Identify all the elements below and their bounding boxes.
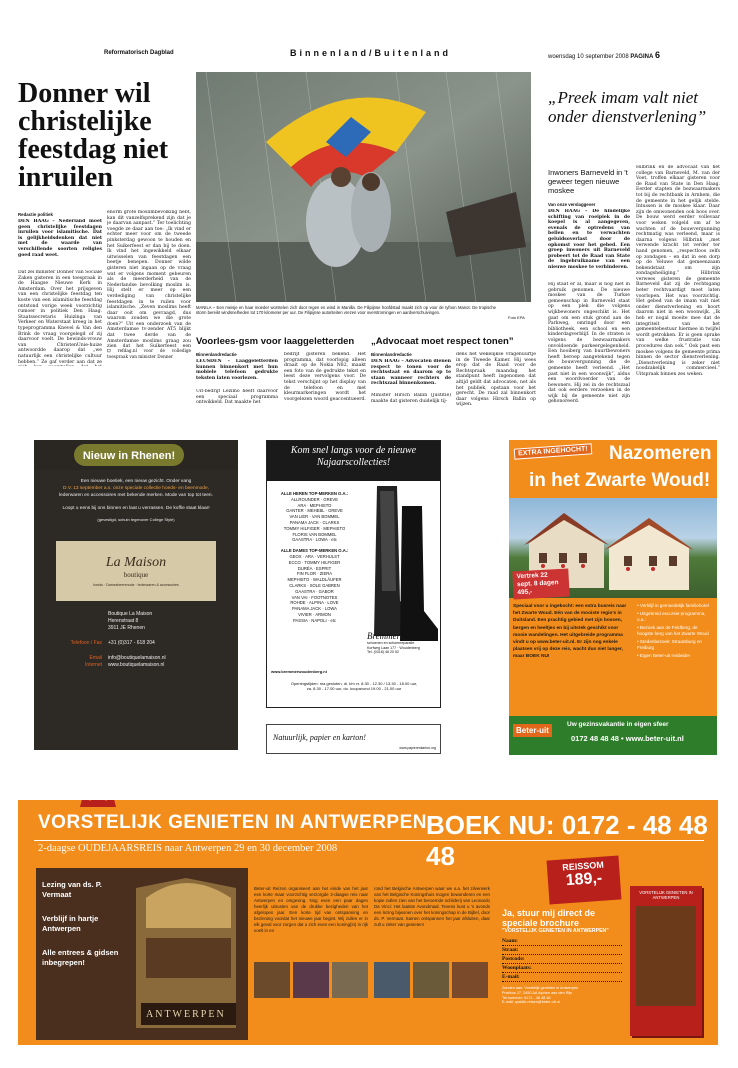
bremmer-hours1: Openingstijden: ma gesloten, di. t/m vr. 8.30 - 12.30 / 13.30 - 18.00 uur, [290,681,418,686]
bremmer-contact [367,641,437,655]
donner-webnote[interactable]: ☐ refdag.nl voor de volledige toespraak van minister Donner [107,348,191,359]
lamaison-line4: Loopt u eens bij ons binnen en laat u verrassen. De koffie staat klaar! [62,506,210,511]
donner-body1: Dat zei minister Donner van Sociale Zaken gisteren in een toespraak in de Haagse Nieuwe Kerk in Amsterdam. Over het prijsgeven van een christelijke feestdag ten koste van een islamitische feestdag ontstond vorige week voorzichtig rumoer in politiek Den Haag. Staatssecretaris Huizinga van Verkeer en Waterstaat kreeg in het typeprogramma Knevel & Van den Brink de vraag voorgelegd of zij daarvoor voelt. De bewinds-vrouw van ChristenUnie-huize antwoordde daarop dat „we natuurlijk een christelijke cultuur hebben.” Ze gaf verder aan dat ze [18,270,102,365]
lamaison-tel[interactable]: +31 (0)317 - 618 204 [108,640,155,646]
bremmer-dames-title: ALLE DAMES TOP-MERKEN O.A.: [280,548,349,554]
paper-name: Reformatorisch Dagblad [104,50,174,56]
royals-photo [374,962,410,998]
lamaison-email[interactable]: info@boutiquelamaison.nl [108,655,166,661]
date: woensdag 10 september 2008 [548,54,629,60]
dames-brand: GEOX · ARA · VERHULST [289,553,340,559]
imam-col1 [548,200,630,408]
nazomeren-text: Speciaal voor u ingekocht: een extra busreis naar het Zwarte Woud. Eén van de mooiste regio's in Duitsland. Een prachtig gebied met zijn bossen, bergen en heeltjes en bij uitstek geschikt voor mooie wandelingen. Het uitgebreide programma vindt u op www.beter-uit.nl. Er zijn nog enkele plaatsen vrij op deze reis, wacht dus niet langer, maar BOEK NU! [513,604,627,660]
antwerpen-booking[interactable]: BOEK NU: 0172 - 48 48 48 [426,810,708,871]
page-number: 6 [654,50,660,60]
dames-brand: CLARKS · SOLE GABREN [289,582,340,588]
imam-byline: Van onze verslaggever [548,202,596,207]
advocaat-col1 [371,350,451,410]
antwerpen-text1: Beter-uit Reizen organiseert aan het einde van het jaar een korte maar voorzichtig verzorgde 2-daagse reis naar Antwerpen en omgeving. Nog even een paar dagen heerlijk uitrusten van de drukke bezigheden van het afgelopen jaar. Een korte tijd van ontspanning en bezinning voordat het nieuwe jaar begint. Wij zullen er in elk geval voor zorgen dat u zich even een koning(in) in rijk voelt in en [254,886,368,933]
advocaat-body2: dens het wekelijkse vragenuurtje in de Tweede Kamer. Hij wees erop dat de Raad voor de Rechtspraak maandag het standpunt heeft ingenomen dat altijd geldt dat advocaten, net als het publiek, opstaan voor het gerecht. De raad zal binnenkort daar volgens Hirsch Ballin op wijzen. [456,352,536,408]
antwerpen-divider [34,840,704,841]
antwerpen-sign: ANTWERPEN [146,1009,226,1020]
imam-body2: Hilbrink en de advocaat van het college van Barneveld, M. van der Voet, troffen elkaar gisteren voor de Raad van State in Den Haag. Eerder stapten de bezwaarmakers tot bij de rechtbank in Arnhem, die de gemeente in het gelijk stelde. Intussen is de moskee klaar. Daar zijn de omwonenden ook boos over. De bouw werd eerder vollevaar voor weken volgeld om af te wachten of de bouwvergunning rechtmatig was verleend, maar is daarna volgens Hilbrink „met verwende kracht tot verder ter hand genomen, „respectloos zelfs op zondagen – en dat in een dorp op de Veluwe dat gemeenzaam bekendstaat om zijn zondagsheiliging.” Hilbrink verwees gisteren de gemeente Barneveld dat zij de rechtsgang beter rechtvaardigt moet laten voorlopen. Het was voorzichtig. Het gebed van de imam valt niet onder dienstverlening en hoort daarom niet in een woonwijk. „Ik heb er nogal moeite mee dat de integriteit van het gemeentebestuur hiermee in twijfel wordt getrokken. Er is geen sprake van welke frustratie van procedures dan ook.” Ook past een moskee volgens de gemeente prima binnen de sector dienstverlening. „Dienstverlening is zeker niet noodzakelijk commercieel.” Uitspraak binnen zes weken. [636,165,720,377]
nazomeren-phone: 0172 48 48 48 [571,734,619,743]
nazomeren-body [509,598,717,661]
donner-body2: enorm grote moslimbevolking hebt, kan dit vanzelfsprekend zijn dat je je daarvan aanpast.” Ter toelichting voegde ze daar aan toe: „Ik vind er echter meer voor om de tweede pinksterdag gewoon te houden en het Suikerfeest er dan bij te doen. Ik vind het ingewikkeld elkaar uitwisselen van feestdagen een beetje benepen. Donner wilde gisteren niet ingaan op de vraag wat er volgens moment gebeuren als de meerderheid van de Nederlandse bevolking moslim is. Hij stelt er meer op een verdediging van christelijke feestdagen in te ruilen voor islamitische. „Zeven moslims heeft daar ooit om gevraagd, dus waarom zouden we die grote doen?” Uit een onderzoek van de Amsterdamse tv-zender AT5 blijkt dat twee derde van de Amsterdamse moslims graag zou zien dat het Suikerfeest een [107,210,191,348]
dames-brand: ROHDE · ALPINA · LOVE [290,600,339,606]
nazomeren-feature: • Verblijf in gemoedelijk familiehotel [637,603,709,608]
gsm-col1 [196,350,278,410]
antwerpen-photo [36,868,248,1040]
bremmer-body [267,481,440,665]
antwerpen-item: Verblijf in hartje Antwerpen [42,914,99,933]
nazomeren-site: www.beter-uit.nl [625,734,684,743]
imam-col2 [636,165,720,390]
dames-brand: VIVIER · ARMON [298,611,331,617]
imam-lead: DEN HAAG – De hindelijke schifting van roeipiek in de koepel is al aangegeven, evenals de optredens van bellen en te verwachten geluidsoverlast door de opkomst voor het gebed. Een groep inwoners uit Barneveld probeert tot de Raad van State de ingebruikname van een nieuwe moskee te verhinderen. [548,209,630,270]
nazomeren-title2: in het Zwarte Woud! [529,470,711,491]
bremmer-shop: Bremmer [367,631,401,641]
lamaison-email-label: Email [89,655,102,661]
papier-url: www.papierenkarton.org [399,746,436,750]
imam-headline: „Preek imam valt niet onder dienstverlening” [548,88,707,126]
advocaat-lead: DEN HAAG – Advocaten dienen respect te tonen voor de rechtsstaat en daarom op te staan wanneer rechters de rechtszaal binnenkomen. [371,359,451,387]
form-footer [502,986,622,1005]
lamaison-logo-sub: boutique [123,571,149,579]
hall-photo [452,962,488,998]
crown-photo [254,962,290,998]
antwerpen-item: Alle entrees & gidsen inbegrepen! [42,948,119,967]
form-title-text: Ja, stuur mij direct de speciale brochure [502,908,596,928]
antwerpen-title: VORSTELIJK GENIETEN IN ANTWERPEN [38,812,427,833]
heren-brand: PANAMA JACK · CLARKS [289,519,340,525]
form-footer3: Tel.nummer: 0172 - 48 48 48 [502,995,551,1000]
form-footer2: Postbus 27, 2450 AA Alphen aan den Rijn [502,990,573,995]
dames-brand: DURÉA · ESPRIT [297,565,332,571]
crown-icon [78,800,118,808]
lamaison-logo-name: La Maison [105,555,167,570]
bremmer-address: Korfweg Laan 177 · Woudenberg [367,645,420,650]
supper-photo [332,962,368,998]
lamaison-internet-label: Internet [85,662,102,668]
antwerpen-price-badge [547,856,622,905]
photo-caption: MANILA – Een meisje en haar moeder worstelen zich door regen en wind in Manilla. De Filipijnse hoofdstad maakt zich op voor de tyfoon Manot. De tropische storm bereikt windsnelheden tot 170 kilometer per uur. De Filipijnse autoriteiten vrezen voor overstromingen en aardverschuivingen. [196,305,496,315]
bremmer-dames-list [267,554,362,624]
bremmer-web[interactable]: www.bremmerwoudenberg.nl [271,669,327,674]
lamaison-shop: Boutique La Maison [108,611,153,617]
form-field-row[interactable]: Naam: [502,938,622,946]
section-title: Binnenland/Buitenland [290,48,451,58]
heren-brand: ARA · MEPHISTO [297,502,332,508]
bremmer-tel: Tel. (0318) 46 20 52 [367,650,399,655]
form-field-row[interactable]: Straat: [502,947,622,955]
imam-subhead: Inwoners Barneveld in 't geweer tegen nieuwe moskee [548,168,628,195]
heren-brand: FLORIS VAN BOMMEL [292,531,337,537]
dames-brand: GAASTRA · GABOR [295,588,334,594]
gsm-lead: LEUSDEN – Laaggeletterden kunnen binnenkort met hun mobiele telefoon gedrukte teksten laten voorlezen. [196,359,278,381]
antwerpen-photos1 [254,962,368,998]
lamaison-banner-text: Nieuw in Rhenen! [82,450,176,462]
ad-la-maison[interactable] [34,440,238,750]
advocaat-byline: Binnenlandredactie [371,352,412,357]
form-title [502,908,622,928]
bremmer-shop-sub: schoenen en schoenreparatie [367,641,415,645]
masthead-date [548,50,660,60]
heren-brand: GANTER · MEHEBL · GREVE [286,508,343,514]
lamaison-address [34,611,238,632]
antwerpen-price-label: REISSOM [561,859,605,873]
form-footer1: Zenden aan: Vorstelijk genieten in Antwerpen [502,986,579,990]
page-label: PAGINA [630,54,654,60]
ad-bremmer[interactable] [266,440,441,708]
lamaison-tel-label: Telefoon / Fax [70,640,102,646]
nazomeren-badge: EXTRA INGEHOCHT! [514,443,592,459]
lamaison-banner-bar [34,440,238,470]
photo-manila [196,72,531,302]
vase-photo [413,962,449,998]
nazomeren-feature: • Bezoek aan de Feldberg, de hoogste berg van het Zwarte Woud [637,625,709,636]
donner-col2 [107,210,191,360]
bremmer-header [267,441,440,481]
nazomeren-header [509,440,717,498]
form-fields [502,938,622,982]
lamaison-text [34,470,238,531]
nazomeren-photo [509,498,717,598]
nazomeren-price-tag: Vertrek 22 sept. 8 dagen 495,- [512,569,569,600]
ad-antwerpen[interactable] [18,800,718,1045]
lamaison-line3: lederwaren en accessoires met bekende merken. Mode van top tot teen. [59,493,213,498]
lamaison-banner [74,444,184,466]
gsm-byline: Binnenlandredactie [196,352,237,357]
painting-photo [293,962,329,998]
gsm-col2 [284,352,366,412]
antwerpen-subtitle: 2-daagse OUDEJAARSREIS naar Antwerpen 29 en 30 december 2008 [38,843,338,854]
form-field-row[interactable]: Postcode: [502,956,622,964]
dames-brand: PANAMA JACK · LOWA [292,606,337,612]
brochure-image [636,906,696,1006]
form-subtitle: "VORSTELIJK GENIETEN IN ANTWERPEN" [502,928,609,934]
donner-lead: DEN HAAG – Nederland moet geen christelijke feestdagen inruilen voor islamitische. Dat is gelijkheidsdenken dat niet met de waarde van verschillende soorten religies goed raad weet. [18,219,102,258]
bremmer-headline: Kom snel langs voor de nieuwe Najaarscollecties! [290,445,417,468]
antwerpen-text-col1 [254,886,368,1040]
heren-brand: ALLROUNDER · GREVE [290,496,338,502]
photo-credit: Foto EPA [508,315,525,320]
photo-image [196,72,531,302]
dames-brand: MEPHISTO · WALDLÄUFER [287,577,342,583]
dames-brand: PASSIA · NAPOLI · etc [293,617,336,623]
antwerpen-photos2 [374,962,490,998]
imam-body1: Hij staat er al, maar is nog niet in gebruik genomen. De nieuwe moskee van de Turkse gemeenschap in Barneveld staat op een plek die volgens wijkbewoners ongeschikt is. Het gaat om een stuk grond aan de Parkweg, omringd door een bibliotheek, een school en een kinderdagverblijf. In de straten is volgens de bezwaarmakers onvoldoende parkeergelegenheid. Een hooiberg van buurtbewoners heeft beroep aangetekend tegen de bouwvergunning die de gemeente heeft verleend. „Het past niet in een woonwijk”, aldus een woordvoerder van de bewoners. Hij zei in de rechtszaal dat ook eerdere verzoeken in de wijk bij de gemeente niet zijn gehonoreerd. [548,282,630,405]
beteruit-logo: Beter-uit [513,724,552,737]
bremmer-brands [267,481,362,665]
form-footer4: E-mail: rpaktib-reisen@beter-uit.nl [502,1000,560,1005]
donner-webnote-text: refdag.nl voor de volledige toespraak van minister Donner [107,348,191,359]
donner-byline: Redactie politiek [18,212,53,217]
donner-headline: Donner wil christelijke feestdag niet inruilen [18,78,169,193]
nazomeren-footer [509,716,717,755]
nazomeren-footer-slogan: Uw gezinsvakantie in eigen sfeer [567,721,669,728]
nazomeren-feature: • Uitgebreid excursie-programma, o.a.: [637,611,706,622]
gsm-body1: Uit-bedrijf Lezimo heeft daarvoor een speciaal programma ontwikkeld. Dat maakte het [196,389,278,406]
heren-brand: TOMMY HILFIGER · MEPHISTO [283,525,346,531]
antwerpen-text2: rond het Belgische Antwerpen waar we o.a. het zilverwerk van het Belgische Koningshuis mogen bewonderen en een kopie zullen zien van het beroemde schilderij van Leonardo Da Vinci: Het laatste Avondmaal. Tevens kunt u 's avonds een lezing bijwonen over het koningschap in de Bijbel, door ds. P. Vermaat. Samen ontspannen het jaar afsluiten, daar zult u zeker van genieten! [374,886,490,927]
ad-nazomeren[interactable] [509,440,717,755]
lamaison-logo-tag: hoeds · Damesbeenmode · lederwaren & accessoires [93,583,179,587]
heren-brand: GAASTRA · LOWA · etc [292,537,337,543]
nazomeren-feature: • Stedenbezoek: Straatsburg en Freiburg [637,639,702,650]
lamaison-contacts [34,640,238,669]
lamaison-line2: D.V. 13 september a.s. onze speciale collectie hoeds- en beenmode, [63,486,209,491]
nazomeren-title1: Nazomeren [609,443,712,464]
gsm-headline: Voorlees-gsm voor laaggeletterden [196,336,355,347]
heren-brand: VAN LIER · VAN BOMMEL [289,514,340,520]
nazomeren-feature: • Eigen Beter-uit reisleider [637,653,691,658]
lamaison-internet[interactable]: www.boutiquelamaison.nl [108,662,165,668]
nazomeren-contact[interactable]: 0172 48 48 48 • www.beter-uit.nl [571,734,684,743]
lamaison-city: 3911 JE Rhenen [108,625,145,631]
bremmer-heren-list [267,497,362,543]
brochure-title: VORSTELIJK GENIETEN IN ANTWERPEN [639,890,693,900]
lamaison-note: (gevestigd, schuin tegenover College Style) [97,517,175,522]
antwerpen-item: Lezing van ds. P. Vermaat [42,880,102,899]
papier-slogan: Natuurlijk, papier en karton! [273,733,366,742]
antwerpen-left-items [42,880,132,982]
donner-col1 [18,210,102,365]
lamaison-street: Herenstraat 8 [108,618,139,624]
dames-brand: VAN VAI · FOOTNOTES [291,594,338,600]
antwerpen-text-col2 [374,886,490,1040]
dames-brand: FIN FLOR · ZIERA [296,571,333,577]
form-field-row[interactable]: Woonplaats: [502,965,622,973]
lamaison-logo [56,541,216,601]
form-field-row[interactable]: E-mail: [502,974,622,982]
brochure-cover [630,886,702,1036]
advocaat-headline: „Advocaat moet respect tonen” [371,336,514,347]
bremmer-hours2: za. 8.30 - 17.00 uur, do. koopavond 19.00 - 21.00 uur [306,686,402,691]
dames-brand: ECCO · TOMMY HILFIGER [288,559,341,565]
antwerpen-form[interactable] [502,908,622,1040]
advocaat-col2 [456,352,536,412]
nazomeren-features [633,603,713,661]
advocaat-body1: Minister Hirsch Ballin (Justitie) maakte dat gisteren duidelijk tij- [371,393,451,404]
gsm-body2: bedrijf gisteren bekend. Het programma, dat voorlopig alleen draait op de Nokia N82, maakt een foto van de gedrukte tekst en leest deze vervolgens voor. De tekst verschijnt op het display van de telefoon en met kleurmarkeringen wordt het voorgelezen woord geaccentueerd. [284,352,366,402]
bremmer-hours [269,681,439,691]
ad-papier-karton[interactable] [266,724,441,754]
antwerpen-price: 189,- [565,869,603,890]
bremmer-heren-title: ALLE HEREN TOP-MERKEN O.A.: [280,491,349,496]
lamaison-line1: Een nieuwe boetiek, een nieuw gezicht. Onder vang [80,479,192,484]
